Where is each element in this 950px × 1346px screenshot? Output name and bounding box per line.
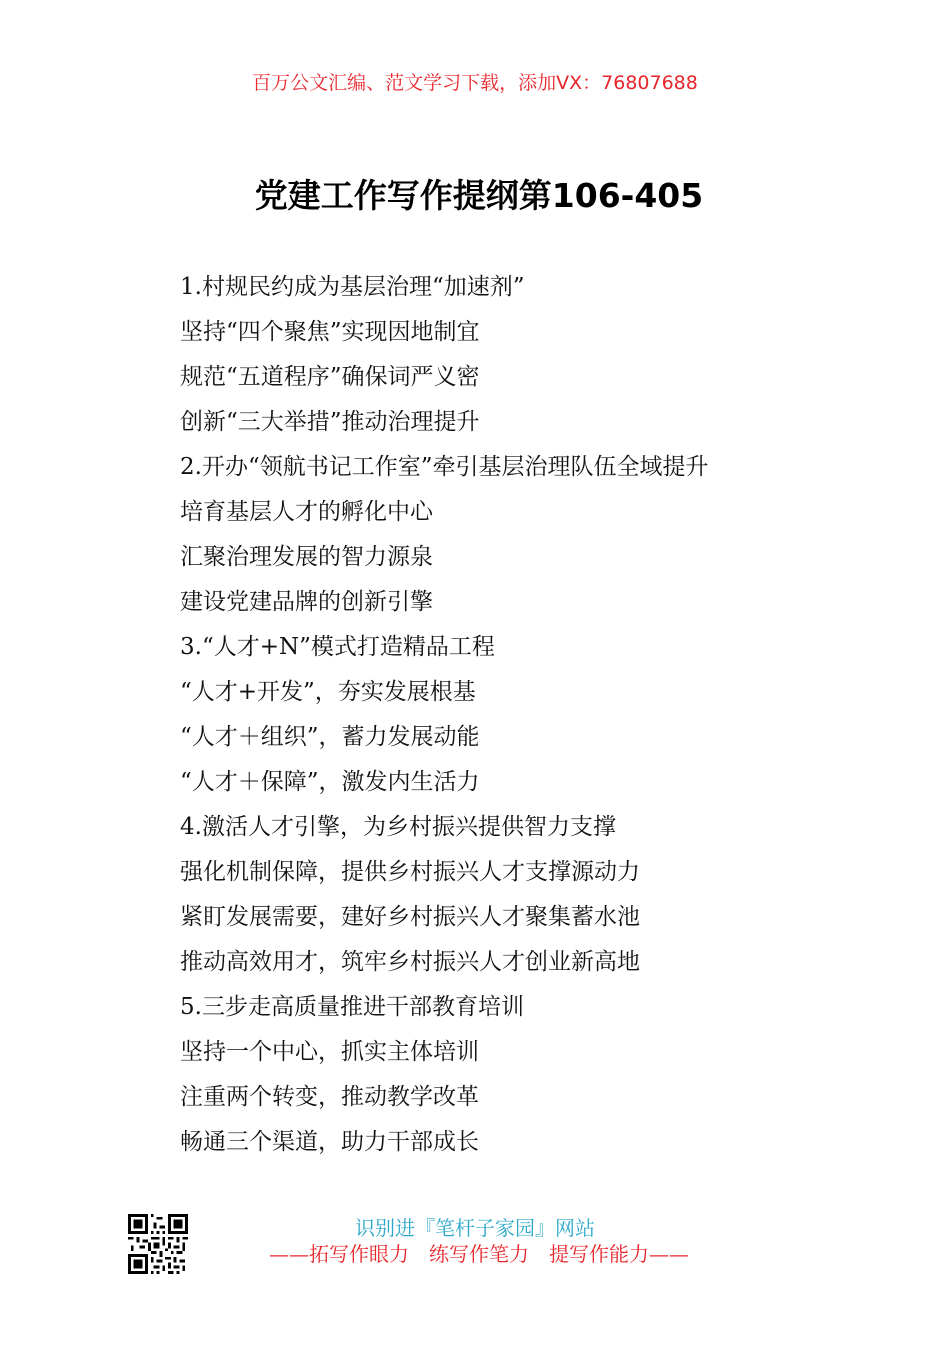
outline-line: 汇聚治理发展的智力源泉 bbox=[180, 544, 433, 570]
outline-line: 1.村规民约成为基层治理“加速剂” bbox=[180, 274, 525, 300]
outline-line: 紧盯发展需要，建好乡村振兴人才聚集蓄水池 bbox=[180, 904, 640, 930]
header-banner: 百万公文汇编、范文学习下载，添加VX：76807688 bbox=[252, 72, 698, 94]
outline-line: 创新“三大举措”推动治理提升 bbox=[180, 409, 480, 435]
outline-line: 畅通三个渠道，助力干部成长 bbox=[180, 1129, 479, 1155]
footer-site-line: 识别进『笔杆子家园』网站 bbox=[355, 1216, 595, 1240]
outline-line: 推动高效用才，筑牢乡村振兴人才创业新高地 bbox=[180, 949, 640, 975]
document-title: 党建工作写作提纲第106-405 bbox=[254, 176, 704, 215]
outline-line: 坚持一个中心，抓实主体培训 bbox=[180, 1039, 479, 1065]
outline-line: 3.“人才+N”模式打造精品工程 bbox=[180, 634, 495, 660]
outline-line: 强化机制保障，提供乡村振兴人才支撑源动力 bbox=[180, 859, 640, 885]
outline-list bbox=[180, 265, 880, 1165]
outline-line: “人才+开发”，夯实发展根基 bbox=[180, 679, 476, 705]
outline-line: 培育基层人才的孵化中心 bbox=[180, 499, 433, 525]
outline-line: “人才＋保障”，激发内生活力 bbox=[180, 769, 480, 795]
outline-line: 注重两个转变，推动教学改革 bbox=[180, 1084, 479, 1110]
outline-line: 建设党建品牌的创新引擎 bbox=[180, 589, 433, 615]
outline-line: 4.激活人才引擎，为乡村振兴提供智力支撑 bbox=[180, 814, 616, 840]
outline-line: 坚持“四个聚焦”实现因地制宜 bbox=[180, 319, 480, 345]
outline-line: “人才＋组织”，蓄力发展动能 bbox=[180, 724, 480, 750]
outline-line: 2.开办“领航书记工作室”牵引基层治理队伍全域提升 bbox=[180, 454, 709, 480]
outline-line: 5.三步走高质量推进干部教育培训 bbox=[180, 994, 524, 1020]
outline-line: 规范“五道程序”确保词严义密 bbox=[180, 364, 480, 390]
footer-slogan-line: ——拓写作眼力 练写作笔力 提写作能力—— bbox=[269, 1242, 689, 1266]
